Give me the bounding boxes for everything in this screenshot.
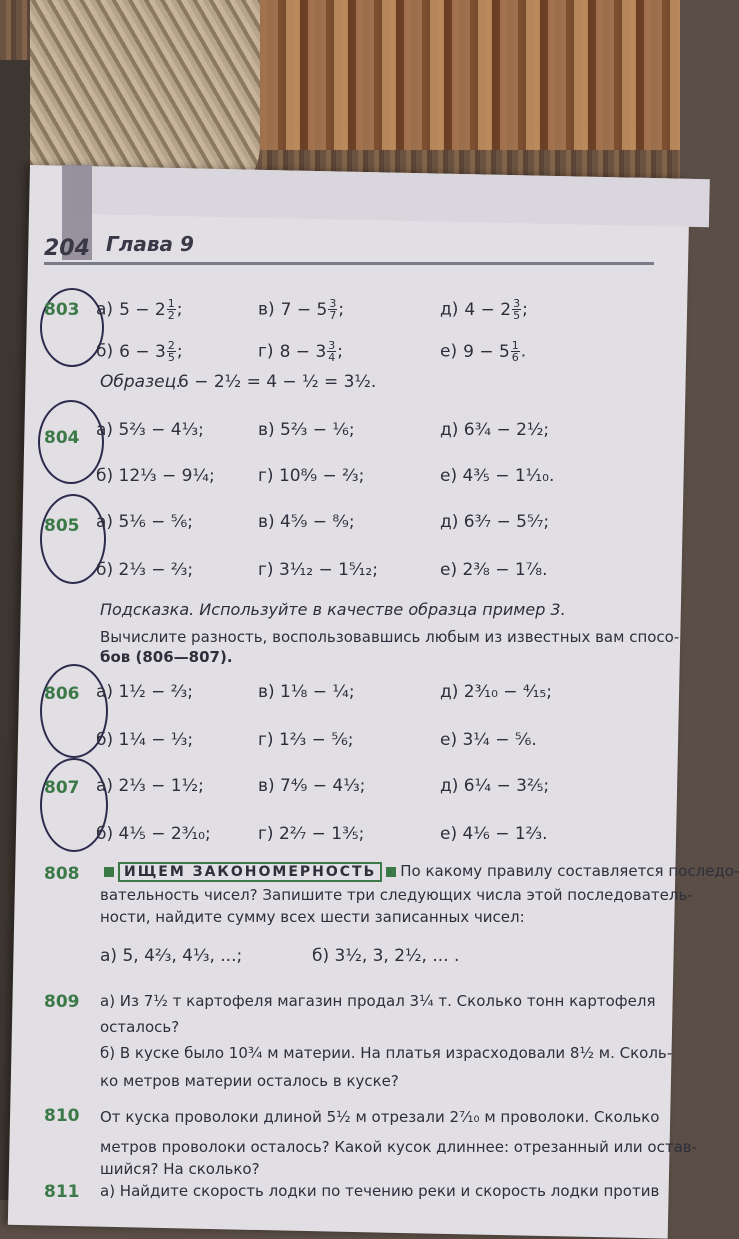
exercise-810-line-2: метров проволоки осталось? Какой кусок длиннее: отрезанный или остав-: [100, 1138, 698, 1156]
fraction: $\frac{3}{7}$: [329, 297, 337, 322]
exercise-809-line-4: ко метров материи осталось в куске?: [100, 1072, 399, 1090]
exercise-809-line-1: а) Из 7½ т картофеля магазин продал 3¼ т. Сколько тонн картофеля: [100, 992, 656, 1010]
exercise-807-v: в) 7⁴⁄₉ − 4⅓;: [258, 776, 366, 796]
sample-label: Образец.: [100, 372, 182, 392]
exercise-805-g: г) 3¹⁄₁₂ − 1⁵⁄₁₂;: [258, 560, 378, 580]
exercise-number-804: 804: [44, 428, 80, 448]
fraction: $\frac{3}{5}$: [513, 297, 521, 322]
page-number: 204: [44, 236, 90, 261]
exercise-805-v: в) 4⁵⁄₉ − ⁸⁄₉;: [258, 512, 355, 532]
exercise-806-d: д) 2³⁄₁₀ − ⁴⁄₁₅;: [440, 682, 552, 702]
exercise-807-d: д) 6¼ − 3⅖;: [440, 776, 550, 796]
exercise-803-g: г) 8 − 3 $\frac{3}{4}$ ;: [258, 339, 343, 364]
exercise-804-a: а) 5⅔ − 4⅓;: [96, 420, 204, 440]
fraction: $\frac{1}{6}$: [511, 339, 519, 364]
exercise-810-line-3: шийся? На сколько?: [100, 1160, 260, 1178]
exercise-803-d: д) 4 − 2 $\frac{3}{5}$ ;: [440, 297, 528, 322]
exercise-807-e: е) 4⅙ − 1⅔.: [440, 824, 548, 844]
exercise-number-810: 810: [44, 1106, 80, 1126]
exercise-804-b: б) 12⅓ − 9¼;: [96, 466, 215, 486]
exercise-number-805: 805: [44, 516, 80, 536]
exercise-806-b: б) 1¼ − ⅓;: [96, 730, 194, 750]
exercise-805-d: д) 6³⁄₇ − 5⁵⁄₇;: [440, 512, 550, 532]
fraction: $\frac{2}{5}$: [167, 339, 175, 364]
exercise-803-e: е) 9 − 5 $\frac{1}{6}$ .: [440, 339, 527, 364]
exercise-804-v: в) 5⅔ − ⅙;: [258, 420, 355, 440]
exercise-804-e: е) 4⅗ − 1¹⁄₁₀.: [440, 466, 555, 486]
exercise-number-806: 806: [44, 684, 80, 704]
sample-expression: 6 − 2½ = 4 − ½ = 3½.: [178, 372, 377, 392]
exercise-number-808: 808: [44, 864, 80, 884]
exercise-807-g: г) 2²⁄₇ − 1⅗;: [258, 824, 365, 844]
exercise-808-line-1: ИЩЕМ ЗАКОНОМЕРНОСТЬ По какому правилу составляется последо-: [100, 862, 739, 882]
pattern-badge: ИЩЕМ ЗАКОНОМЕРНОСТЬ: [118, 862, 382, 882]
fraction: $\frac{3}{4}$: [328, 339, 336, 364]
exercise-number-811: 811: [44, 1182, 80, 1202]
exercise-808-a: а) 5, 4⅔, 4⅓, ...;: [100, 946, 243, 966]
exercise-808-line-2: вательность чисел? Запишите три следующих числа этой последователь-: [100, 886, 693, 904]
exercise-809-line-2: осталось?: [100, 1018, 180, 1036]
exercise-803-a: а) 5 − 2 $\frac{1}{2}$ ;: [96, 297, 183, 322]
exercise-803-b: б) 6 − 3 $\frac{2}{5}$ ;: [96, 339, 183, 364]
exercise-805-a: а) 5⅙ − ⅚;: [96, 512, 194, 532]
exercise-806-e: е) 3¼ − ⅚.: [440, 730, 537, 750]
instruction-line-1: Вычислите разность, воспользовавшись любым из известных вам спосо-: [100, 628, 680, 646]
exercise-805-e: е) 2⅜ − 1⅞.: [440, 560, 548, 580]
exercise-805-b: б) 2⅓ − ⅔;: [96, 560, 194, 580]
exercise-811-line-1: а) Найдите скорость лодки по течению реки и скорость лодки против: [100, 1182, 660, 1200]
header-rule: [44, 262, 654, 265]
exercise-806-a: а) 1½ − ⅔;: [96, 682, 194, 702]
exercise-804-d: д) 6¾ − 2½;: [440, 420, 550, 440]
exercise-806-v: в) 1⅛ − ¼;: [258, 682, 355, 702]
chapter-title: Глава 9: [106, 232, 194, 256]
exercise-808-b: б) 3½, 3, 2½, ... .: [312, 946, 460, 966]
exercise-804-g: г) 10⁸⁄₉ − ⅔;: [258, 466, 365, 486]
exercise-807-a: а) 2⅓ − 1½;: [96, 776, 204, 796]
exercise-803-v: в) 7 − 5 $\frac{3}{7}$ ;: [258, 297, 345, 322]
hint-text: Подсказка. Используйте в качестве образца пример 3.: [100, 600, 566, 619]
exercise-number-807: 807: [44, 778, 80, 798]
exercise-809-line-3: б) В куске было 10¾ м материи. На платья израсходовали 8½ м. Сколь-: [100, 1044, 673, 1062]
exercise-807-b: б) 4⅕ − 2³⁄₁₀;: [96, 824, 211, 844]
exercise-806-g: г) 1⅔ − ⅚;: [258, 730, 354, 750]
exercise-number-809: 809: [44, 992, 80, 1012]
exercise-808-line-3: ности, найдите сумму всех шести записанных чисел:: [100, 908, 525, 926]
exercise-number-803: 803: [44, 300, 80, 320]
instruction-line-2: бов (806—807).: [100, 648, 233, 666]
exercise-810-line-1: От куска проволоки длиной 5½ м отрезали 2⁷⁄₁₀ м проволоки. Сколько: [100, 1108, 660, 1126]
fraction: $\frac{1}{2}$: [167, 297, 175, 322]
